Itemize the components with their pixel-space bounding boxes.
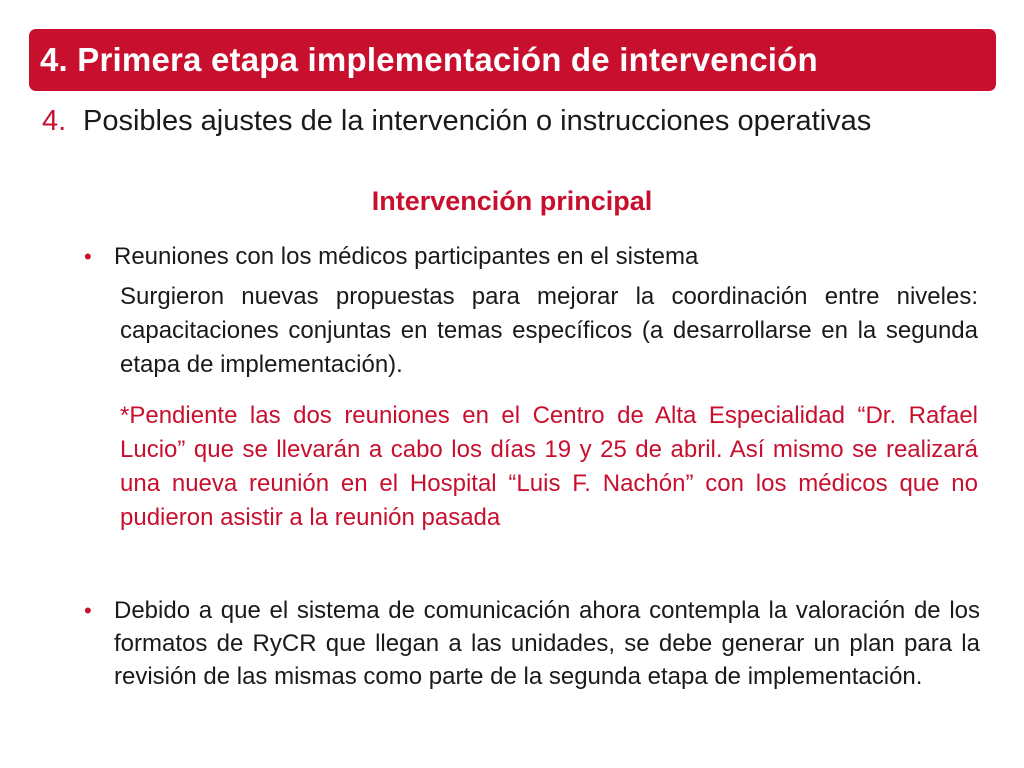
- bullet-icon: •: [84, 244, 92, 269]
- subheading: Intervención principal: [371, 186, 653, 216]
- paragraph-pending-note: *Pendiente las dos reuniones en el Centro de Alta Especialidad “Dr. Rafael Lucio” que se llevarán a cabo los días 19 y 25 de abril. Así mismo se realizará una nueva reunión en el Hospital “Luis F. Nachón” con los médicos que no pudieron asistir a la reunión pasada: [120, 402, 978, 531]
- bullet-icon: •: [84, 598, 92, 623]
- bullet-item-communication: [84, 594, 980, 693]
- bullet-text: Debido a que el sistema de comunicación ahora contempla la valoración de los formatos de RyCR que llegan a las unidades, se debe generar un plan para la revisión de las mismas como parte de la segunda etapa de implementación.: [114, 597, 980, 690]
- bullet-text: Reuniones con los médicos participantes en el sistema: [114, 243, 699, 270]
- title-bar: [29, 29, 996, 91]
- paragraph-proposals: Surgieron nuevas propuestas para mejorar la coordinación entre niveles: capacitaciones conjuntas en temas específicos (a desarrollarse en la segunda etapa de implementación).: [120, 283, 978, 378]
- point-text: Posibles ajustes de la intervención o instrucciones operativas: [83, 105, 872, 137]
- point-number: 4.: [42, 105, 67, 137]
- bullet-item-meetings: [84, 240, 980, 273]
- numbered-point: [42, 103, 980, 139]
- slide-title: 4. Primera etapa implementación de intervención: [40, 41, 818, 78]
